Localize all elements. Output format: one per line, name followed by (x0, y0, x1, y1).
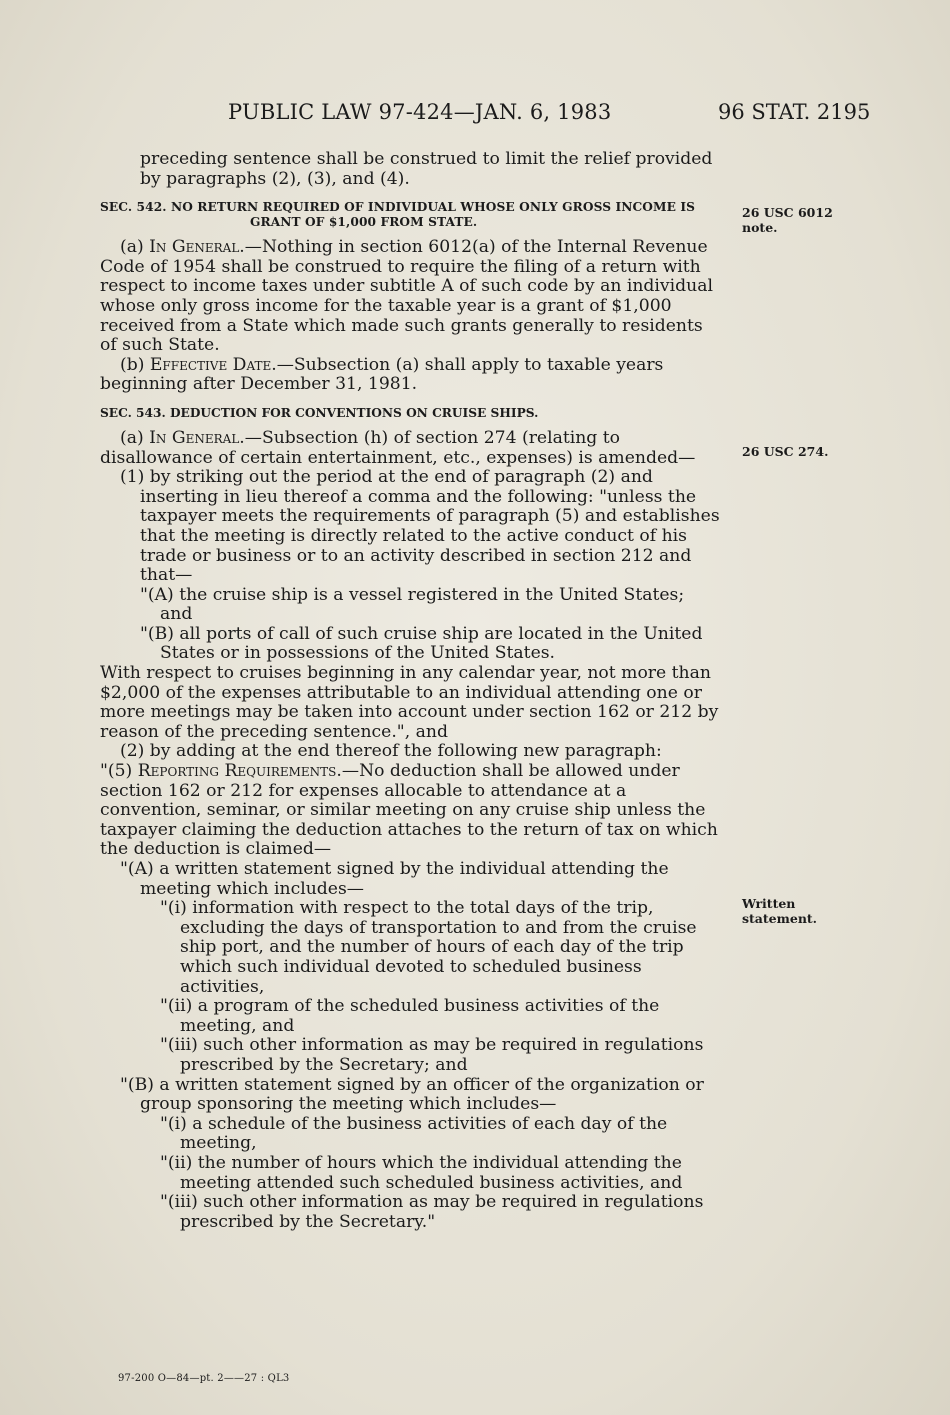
section-543-heading: SEC. 543. DEDUCTION FOR CONVENTIONS ON CRUISE SHIPS. (100, 405, 539, 420)
page-footer: 97-200 O—84—pt. 2——27 : QL3 (118, 1373, 290, 1384)
margin-note-written-statement: Written statement. (742, 896, 818, 926)
carryover-paragraph: preceding sentence shall be construed to limit the relief provided by paragraphs (2), (3), and (4). (140, 149, 713, 189)
paragraph-2: (2) by adding at the end thereof the following new paragraph: (120, 741, 662, 762)
paragraph-1: (1) by striking out the period at the end of paragraph (2) and inserting in lieu thereof a comma and the following: "unless the taxpayer meets the requirements of paragraph (5) and establishes that the meeting is directly related to the active conduct of his trade or business or to an activity described in section 212 and that— (120, 467, 720, 586)
paragraph-5-B-iii: "(iii) such other information as may be required in regulations prescribed by the Secretary." (160, 1192, 704, 1232)
paragraph-5-A-iii: "(iii) such other information as may be required in regulations prescribed by the Secretary; and (160, 1035, 704, 1075)
paragraph-5-A-ii: "(ii) a program of the scheduled business activities of the meeting, and (160, 996, 660, 1036)
margin-note-26-usc-6012: 26 USC 6012 note. (742, 205, 833, 235)
section-542-heading: SEC. 542. NO RETURN REQUIRED OF INDIVIDUAL WHOSE ONLY GROSS INCOME IS GRANT OF $1,000 FROM STATE. (100, 200, 696, 230)
section-543-subsection-a: (a) In General.—Subsection (h) of section 274 (relating to disallowance of certain entertainment, etc., expenses) is amended— (100, 427, 696, 468)
paragraph-1-B: "(B) all ports of call of such cruise ship are located in the United States or in possessions of the United States. (140, 623, 703, 664)
paragraph-1-A: "(A) the cruise ship is a vessel registered in the United States; and (140, 584, 685, 625)
section-542-subsection-a: (a) In General.—Nothing in section 6012(a) of the Internal Revenue Code of 1954 shall be construed to require the filing of a return with respect to income taxes under subtitle A of such code by an individual whose only gross income for the taxable year is a grant of $1,000 received from a State which made such grants generally to residents of such State. (100, 237, 713, 356)
paragraph-5: "(5) Reporting Requirements.—No deduction shall be allowed under section 162 or 212 for expenses allocable to attendance at a convention, seminar, or similar meeting on any cruise ship unless the taxpayer claiming the deduction attaches to the return of tax on which the deduction is claimed— (100, 761, 718, 860)
paragraph-5-A: "(A) a written statement signed by the individual attending the meeting which includes— (120, 859, 669, 899)
document-body (100, 150, 720, 1232)
subsection-b-label: Effective Date. (149, 354, 277, 375)
margin-note-26-usc-274: 26 USC 274. (742, 444, 829, 459)
page-header-stat: 96 STAT. 2195 (718, 100, 871, 124)
subsection-a-label: In General. (149, 427, 245, 448)
paragraph-5-B-i: "(i) a schedule of the business activities of each day of the meeting, (160, 1113, 668, 1154)
paragraph-1-continuation: With respect to cruises beginning in any calendar year, not more than $2,000 of the expenses attributable to an individual attending one or more meetings may be taken into account under section 162 or 212 by reason of the preceding sentence.", and (100, 663, 719, 742)
page-header-title: PUBLIC LAW 97-424—JAN. 6, 1983 (228, 100, 612, 124)
subsection-a-label: In General. (149, 237, 245, 258)
paragraph-5-label: "(5) Reporting Requirements. (100, 761, 342, 782)
paragraph-5-B: "(B) a written statement signed by an officer of the organization or group sponsoring the meeting which includes— (120, 1074, 704, 1115)
paragraph-5-A-i: "(i) information with respect to the total days of the trip, excluding the days of transportation to and from the cruise ship port, and the number of hours of each day of the trip which such individual devoted to scheduled business activities, (160, 898, 697, 997)
section-542-subsection-b: (b) Effective Date.—Subsection (a) shall apply to taxable years beginning after December 31, 1981. (100, 354, 664, 395)
paragraph-5-B-ii: "(ii) the number of hours which the individual attending the meeting attended such scheduled business activities, and (160, 1152, 683, 1193)
